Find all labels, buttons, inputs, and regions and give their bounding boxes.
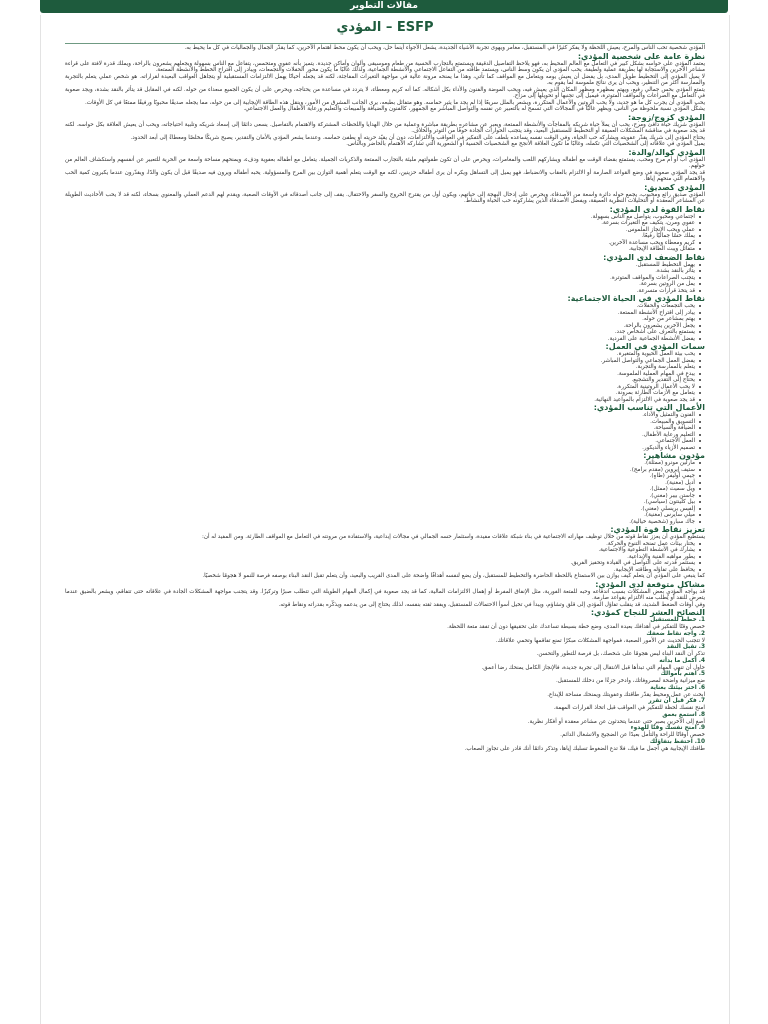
list-item: يمل من الروتين بسرعة. [65,281,695,288]
tip-heading: 6. اختر بيئتك بعناية [650,684,705,691]
list-item: عفوي ومرن، يتكيف مع التغيرات بسرعة. [65,220,695,227]
list-item: يتجنب الصراعات والمواقف المتوترة. [65,275,695,282]
body-paragraph: قد يجد المؤدي صعوبة في وضع القواعد الصارمة أو الالتزام بالعقاب والانضباط، فهو يميل إلى التساهل ويكره أن يرى أطفاله حزينين، لكنه مع الوقت يتعلم أهمية التوازن بين المرح والمسؤولية. يحبه أطفاله ويرون فيه صديقًا قبل أن يكون والدًا، ويقدّرون عندما يكبرون كمية الحب والاهتمام التي منحهم إياها. [65,169,705,182]
list-item: ميلي سايرس (مغنية). [65,512,695,519]
bullet-list [65,460,705,525]
section-heading: نقاط الضعف لدى المؤدي: [603,252,705,262]
list-item: إلفيس بريسلي (مغني). [65,506,695,513]
list-item: يشارك في الأنشطة التطوعية والاجتماعية. [65,547,695,554]
body-paragraph: وفي أوقات الضغط الشديد، قد ينقلب تفاؤل المؤدي إلى قلق وتشاؤم، ويبدأ في تخيل أسوأ الاحتمالات للمستقبل، ويفقد ثقته بنفسه، لذلك يحتاج إلى من يدعمه ويذكّره بقدراته ونقاط قوته. [278,601,705,608]
article-title: المؤدي – ESFP [336,20,434,35]
tip-heading: 9. امنح نفسك وقتًا للهدوء [630,725,705,731]
tip-heading: 10. احتفظ بتفاؤلك [649,738,705,745]
list-item: يجعل الآخرين يشعرون بالراحة. [65,323,695,330]
body-paragraph: لا تتجنب الحديث عن الأمور الصعبة، فمواجهة المشكلات مبكرًا تمنع تفاقمها وتحمي علاقاتك. [495,637,705,644]
list-item: الضيافة والسياحة. [65,425,695,432]
tip-heading: 2. واجه نقاط ضعفك [646,630,705,637]
body-paragraph: المؤدي شريك حياة دافئ ومرح، يحب أن يملأ حياة شريكه بالمفاجآت والأنشطة الممتعة، ويعبر عن مشاعره بطريقة مباشرة وعملية من خلال الهدايا واللحظات المشتركة والاهتمام بالتفاصيل. يسعى دائمًا إلى إسعاد شريكه وتلبية احتياجاته، ويحب أن يعيش العلاقة بكل حواسه. لكنه قد يجد صعوبة في مناقشة المشكلات العميقة أو التخطيط للمستقبل البعيد، وقد يتجنب الحوارات الجادة خوفًا من التوتر والخلاف. [65,121,705,134]
bullet-list [65,262,705,295]
list-item: التعليم ورعاية الأطفال. [65,432,695,439]
list-item: يبادر إلى اقتراح الأنشطة الممتعة. [65,310,695,317]
list-item: جاك سبارو (شخصية خيالية). [65,519,695,526]
section-heading: النصائح العشر للنجاح كمؤدي: [590,608,705,617]
section-heading: المؤدي كزوج/زوجة: [627,112,705,122]
list-item: التسويق والمبيعات. [65,419,695,426]
section-heading: مؤدون مشاهير: [643,451,705,460]
body-paragraph: خصص أوقاتًا للراحة والتأمل بعيدًا عن الضجيج والانشغال الدائم. [560,732,705,738]
section-heading: سمات المؤدي في العمل: [605,342,705,351]
body-paragraph: طاقتك الإيجابية هي أجمل ما فيك، فلا تدع الضغوط تسلبك إياها، وتذكر دائمًا أنك قادر على تجاوز الصعاب. [464,745,705,752]
article-body [65,45,705,752]
list-item: يبدع في المهام العملية الملموسة. [65,371,695,378]
list-item: ستيف إيروين (مقدم برامج). [65,467,695,474]
article-sheet [40,15,730,1024]
list-item: قد يتخذ قرارات متسرعة. [65,288,695,295]
list-item: يحافظ على تفاؤله وطاقته الإيجابية. [65,567,695,574]
list-item: يهتم بمشاعر من حوله. [65,316,695,323]
body-paragraph: كما ينبغي على المؤدي أن يتعلم كيف يوازن بين الاستمتاع باللحظة الحاضرة والتخطيط للمستقبل، وأن يضع لنفسه أهدافًا واضحة على المدى القريب والبعيد، وأن يتعلم تقبل النقد البناء بوصفه فرصة للنمو لا هجومًا شخصيًا. [202,573,705,579]
body-paragraph: أصغِ إلى الآخرين بصبر حتى عندما يتحدثون عن مشاعر معقدة أو أفكار نظرية. [527,718,705,725]
list-item: يحتاج إلى التقدير والتشجيع. [65,377,695,384]
body-paragraph: لا يميل المؤدي إلى التخطيط طويل المدى، بل يفضل أن يعيش يومه ويتعامل مع المواقف كما تأتي، وهذا ما يمنحه مرونة عالية في مواجهة التغيرات المفاجئة، لكنه قد يجعله أحيانًا يهمل الالتزامات المستقبلية أو يتجاهل العواقب البعيدة لقراراته. هو شخص عملي يتعلم بالتجربة والممارسة أكثر من التنظير، ويحب أن يرى نتائج ملموسة لما يقوم به. [65,73,705,86]
tip-heading: 8. استمع بعمق [662,711,705,718]
section-heading: نقاط القوة لدى المؤدي: [609,204,705,214]
section-heading: الأعمال التي تناسب المؤدي: [593,403,705,412]
section-heading: نقاط المؤدي في الحياة الاجتماعية: [567,294,705,303]
section-heading: تعزيز نقاط قوة المؤدي: [610,525,705,534]
tip-heading: 4. أكمل ما بدأته [659,657,705,664]
list-item: يختار بيئات عمل تمنحه التنوع والحركة. [65,541,695,548]
section-heading: المؤدي كصديق: [644,182,705,192]
list-item: يفضل الأنشطة الجماعية على الفردية. [65,336,695,343]
list-item: مارلين مونرو (ممثلة). [65,460,695,467]
list-item: يهمل التخطيط للمستقبل. [65,262,695,269]
tip-heading: 5. اهتم بأموالك [660,671,705,677]
list-item: يتعامل مع الأزمات الطارئة بمرونة. [65,390,695,397]
list-item: يتعلم بالممارسة والتجربة. [65,364,695,371]
body-paragraph: يميل المؤدي في علاقاته إلى الشخصيات التي تكمله، وغالبًا ما تكون العلاقة الأنجح مع الشخصيات الحسية أو الشعورية التي تشاركه الاهتمام بالحاضر وبالناس. [346,141,705,147]
list-item: يحب التجمعات والحفلات. [65,303,695,310]
list-item: بيل كلينتون (سياسي). [65,499,695,506]
list-item: عملي ويحب الإنجاز الملموس. [65,227,695,234]
body-paragraph: يتمتع المؤدي بحس جمالي رفيع، ويهتم بمظهره ومظهر المكان الذي يعيش فيه، ويحب الموضة والفنون والأداء بكل أشكاله. كما أنه كريم ومعطاء، لا يتردد في مساعدة من يحتاجه، ويحرص على أن يكون الجميع سعداء من حوله. لكنه في المقابل قد يتأثر بالنقد بشدة، ويجد صعوبة في التعامل مع الصراعات والمواقف المتوترة، فيميل إلى تجنبها أو تحويلها إلى مزاح. [65,86,705,99]
body-paragraph: يستطيع المؤدي أن يعزز نقاط قوته من خلال توظيف مهاراته الاجتماعية في بناء شبكة علاقات مفيدة، واستثمار حسه الجمالي في مجالات إبداعية، والاستفادة من مرونته في التعامل مع المواقف الطارئة. ومن المفيد له أن: [201,534,705,540]
tip-heading: 7. فكر قبل أن تقرر [648,698,705,704]
body-paragraph: المؤدي صديق رائع ومحبوب، يجمع حوله دائرة واسعة من الأصدقاء، ويحرص على إدخال البهجة إلى حياتهم، ويكون أول من يقترح الخروج والسفر والاحتفال. يقف إلى جانب أصدقائه في الأوقات الصعبة، ويقدم لهم الدعم العملي والمعنوي بسخاء، لكنه قد لا يحب الأحاديث الطويلة عن المشاعر المعقدة أو التحليلات النظرية العميقة، ويفضل الأصدقاء الذين يشاركونه حب الحياة والنشاط. [65,191,705,204]
list-item: لا يحب الأعمال الروتينية المتكررة. [65,384,695,391]
list-item: اجتماعي ومحبوب، يتواصل مع الناس بسهولة. [65,214,695,221]
bullet-list [65,351,705,403]
body-paragraph: المؤدي شخصية تحب الناس والمرح، يعيش اللحظة ولا يفكر كثيرًا في المستقبل، مغامر ويهوى تجربة الأشياء الجديدة، يشعل الأجواء أينما حل، ويحب أن يكون محط اهتمام الآخرين، كما يقدّر الجمال والجماليات في كل ما يحيط به. [184,45,705,51]
list-item: متفائل ويبث الطاقة الإيجابية. [65,246,695,253]
list-item: جيمي أوليفر (طاهٍ). [65,473,695,480]
bullet-list [65,303,705,342]
body-paragraph: يحتاج المؤدي إلى شريك يقدّر عفويته ويشاركه حب الحياة، وفي الوقت نفسه يساعده بلطف على التفكير في العواقب والالتزامات، دون أن يقيّد حريته أو يطفئ حماسه. وعندما يشعر المؤدي بالأمان والتقدير، يصبح شريكًا مخلصًا ومعطاءً إلى أبعد الحدود. [130,134,705,141]
list-item: تصميم الأزياء والديكور. [65,445,695,452]
list-item: يستمتع بالتعرف على أشخاص جدد. [65,329,695,336]
bullet-list [65,541,705,574]
body-paragraph: حاول أن تنهي المهام التي تبدأها قبل الانتقال إلى تجربة جديدة، فالإنجاز الكامل يمنحك رضا أعمق. [481,664,705,671]
list-item: يحب بيئة العمل الحيوية والمتغيرة. [65,351,695,358]
body-paragraph: ضع ميزانية واضحة لمصروفاتك، وادخر جزءًا من دخلك للمستقبل. [556,678,705,684]
body-paragraph: يشكّل المؤدي نسبة ملحوظة من الناس، ويظهر غالبًا في المجالات التي تسمح له بالتعبير عن نفسه والتواصل المباشر مع الجمهور، كالفنون والضيافة والمبيعات والتعليم ورعاية الأطفال والعمل الاجتماعي. [243,106,705,112]
tip-heading: 1. خطط للمستقبل [650,617,705,623]
bullet-list [65,412,705,451]
section-heading: المؤدي كوالد/والدة: [628,147,705,157]
body-paragraph: قد يواجه المؤدي بعض المشكلات بسبب اندفاعه وحبه للمتعة الفورية، مثل الإنفاق المفرط أو إهمال الالتزامات المالية، كما قد يجد صعوبة في إكمال المهام الطويلة التي تتطلب صبرًا وتركيزًا. وقد يتجنب مواجهة المشكلات الجادة في علاقاته حتى تتفاقم، ويشعر بالضيق عندما يتعرض للنقد أو يُطلب منه الالتزام بقواعد صارمة. [65,588,705,601]
section-heading: نظرة عامة على شخصية المؤدي: [577,51,705,61]
title-divider [65,43,705,44]
list-item: أديل (مغنية). [65,480,695,487]
tip-heading: 3. تقبل النقد [666,644,705,650]
list-item: العمل الاجتماعي. [65,438,695,445]
list-item: ويل سميث (ممثل). [65,486,695,493]
body-paragraph: خصص وقتًا للتفكير في أهدافك بعيدة المدى، وضع خطة بسيطة تساعدك على تحقيقها دون أن تفقد متعة اللحظة. [447,624,705,630]
list-item: الفنون والتمثيل والأداء. [65,412,695,419]
list-item: يستثمر قدرته على التواصل في القيادة وتحفيز الفريق. [65,560,695,567]
list-item: يتأثر بالنقد بشدة. [65,268,695,275]
list-item: يملك حسًا جماليًا رفيعًا. [65,233,695,240]
list-item: يطور مواهبه الفنية والإبداعية. [65,554,695,561]
body-paragraph: يعتمد المؤدي على حواسه بشكل كبير في التعامل مع العالم المحيط به، فهو يلاحظ التفاصيل الدقيقة ويستمتع بالتجارب الحسية من طعام وموسيقى وألوان وأماكن جديدة. يتميز بأنه عفوي ومتحمس، يتفاعل مع الناس بسهولة ويجعلهم يشعرون بالراحة، ويملك قدرة لافتة على قراءة مشاعر الآخرين والاستجابة لها بطريقة عملية ولطيفة. يحب المؤدي أن يكون وسط الناس، ويستمد طاقته من التفاعل الاجتماعي والأنشطة الجماعية، ولذلك غالبًا ما يكون محور الحفلات والتجمعات، ويبادر إلى اقتراح الخطط والأنشطة الممتعة. [65,60,705,73]
list-item: يفضل العمل الجماعي والتواصل المباشر. [65,358,695,365]
list-item: جاستن بيبر (مغني). [65,493,695,500]
list-item: كريم ومعطاء ويحب مساعدة الآخرين. [65,240,695,247]
body-paragraph: المؤدي أب أو أم مرح ومحب، يستمتع بقضاء الوقت مع أطفاله ويشاركهم اللعب والمغامرات، ويحرص على أن تكون طفولتهم مليئة بالتجارب الممتعة والذكريات الجميلة. يتعامل مع أطفاله بعفوية ودفء، ويمنحهم مساحة واسعة من الحرية للتعبير عن أنفسهم واستكشاف العالم من حولهم. [65,156,705,169]
body-paragraph: تذكر أن النقد البناء ليس هجومًا على شخصك، بل فرصة للتطور والتحسن. [536,651,705,657]
body-paragraph: ابحث عن عمل ومحيط يقدّر طاقتك وعفويتك ويمنحك مساحة للإبداع. [547,691,705,698]
section-tab[interactable]: مقالات التطوير [40,0,728,13]
list-item: قد يجد صعوبة في الالتزام بالمواعيد النهائية. [65,397,695,404]
bullet-list [65,214,705,253]
section-heading: مشاكل متوقعة لدى المؤدي: [595,579,705,589]
body-paragraph: يحب المؤدي أن يجرب كل ما هو جديد، ولا يحب الروتين والأعمال المتكررة، ويشعر بالملل سريعًا إذا لم يجد ما يثير حماسه. وهو متفائل بطبعه، يرى الجانب المشرق من الأمور، وينقل هذه الطاقة الإيجابية إلى من حوله، مما يجعله صديقًا محبوبًا ورفيقًا ممتعًا في كل الأوقات. [84,99,705,106]
body-paragraph: امنح نفسك لحظة للتفكير في العواقب قبل اتخاذ القرارات المهمة. [553,705,705,711]
